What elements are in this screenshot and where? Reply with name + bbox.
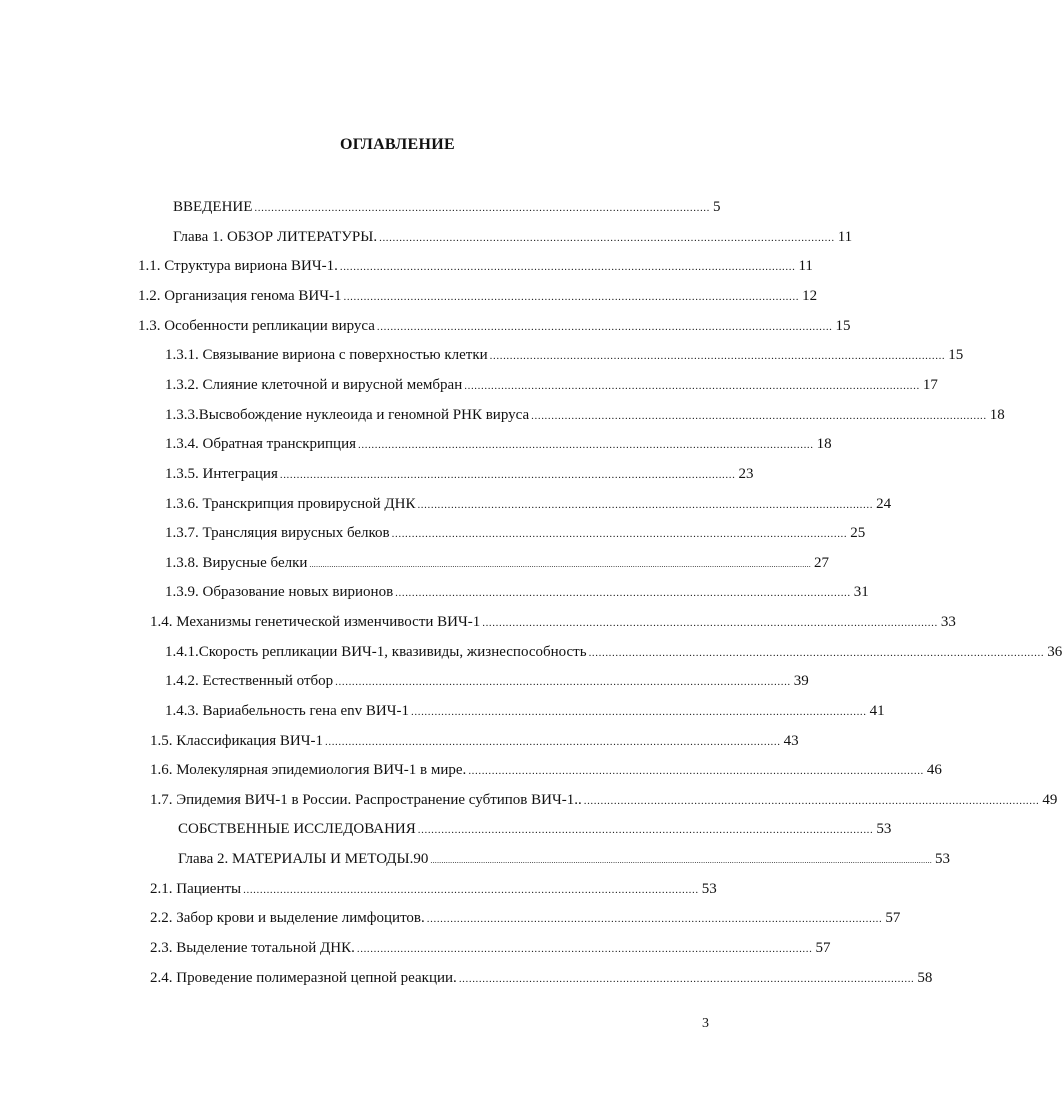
dot-leader: ........................................................................................................................................	[343, 291, 800, 303]
toc-entry	[138, 286, 818, 307]
toc-entry-text: 1.4.2. Естественный отбор	[165, 673, 334, 689]
toc-entry	[173, 197, 721, 218]
dot-leader: ........................................................................................................................................	[395, 587, 851, 599]
toc-entry-page: 46	[926, 762, 942, 778]
toc-entry-page: 17	[922, 377, 938, 393]
toc-entry	[150, 879, 717, 900]
toc-entry-page: 58	[917, 970, 933, 986]
dot-leader: ........................................................................................................................................	[426, 913, 883, 925]
toc-entry	[165, 345, 964, 366]
toc-entry-page: 53	[934, 851, 950, 867]
dot-leader: ....................................................................................................................................................................................................................................	[430, 856, 932, 865]
toc-entry-text: 1.3. Особенности репликации вируса	[138, 318, 375, 334]
toc-entry-text: 1.3.8. Вирусные белки	[165, 555, 308, 571]
toc-entry-text: 1.3.2. Слияние клеточной и вирусной мембран	[165, 377, 463, 393]
toc-entry	[150, 790, 1058, 811]
dot-leader: ........................................................................................................................................	[588, 647, 1045, 659]
dot-leader: ........................................................................................................................................	[376, 321, 833, 333]
toc-entry-page: 36	[1047, 644, 1062, 660]
dot-leader: ........................................................................................................................................	[411, 706, 867, 718]
toc-entry	[165, 464, 754, 485]
toc-entry	[165, 701, 885, 722]
dot-leader: ........................................................................................................................................	[458, 973, 915, 985]
toc-entry	[165, 582, 869, 603]
toc-entry-text: 1.4.1.Скорость репликации ВИЧ-1, квазивиды, жизнеспособность	[165, 644, 587, 660]
toc-entry	[173, 227, 853, 248]
toc-entry-page: 12	[802, 288, 818, 304]
toc-entry-text: 1.3.5. Интеграция	[165, 466, 278, 482]
toc-entry-text: 1.6. Молекулярная эпидемиология ВИЧ-1 в мире.	[150, 762, 467, 778]
toc-entry	[165, 553, 830, 575]
toc-entry-text: 1.3.4. Обратная транскрипция	[165, 436, 357, 452]
toc-entry	[165, 494, 892, 515]
toc-entry	[150, 731, 799, 752]
dot-leader: ........................................................................................................................................	[243, 884, 699, 896]
toc-entry	[150, 760, 942, 781]
toc-entry-text: Глава 2. МАТЕРИАЛЫ И МЕТОДЫ.90	[178, 851, 429, 867]
toc-entry-page: 57	[815, 940, 831, 956]
toc-entry	[150, 938, 831, 959]
toc-entry	[178, 849, 950, 871]
toc-entry-text: 2.2. Забор крови и выделение лимфоцитов.	[150, 910, 425, 926]
dot-leader: ........................................................................................................................................	[531, 410, 987, 422]
dot-leader: ....................................................................................................................................................................................................................................	[309, 560, 812, 569]
toc-entry-page: 11	[837, 229, 853, 245]
toc-entry-text: 1.4. Механизмы генетической изменчивости ВИЧ-1	[150, 614, 481, 630]
toc-entry-page: 24	[876, 496, 892, 512]
dot-leader: ........................................................................................................................................	[417, 824, 874, 836]
toc-entry-text: ВВЕДЕНИЕ	[173, 199, 253, 215]
toc-entry-page: 25	[850, 525, 866, 541]
dot-leader: ........................................................................................................................................	[358, 439, 814, 451]
toc-entry-text: Глава 1. ОБЗОР ЛИТЕРАТУРЫ.	[173, 229, 378, 245]
dot-leader: ........................................................................................................................................	[379, 232, 835, 244]
toc-entry-page: 49	[1042, 792, 1058, 808]
toc-entry	[138, 256, 813, 277]
toc-entry-page: 15	[835, 318, 851, 334]
toc-entry	[150, 968, 933, 989]
toc-entry-page: 27	[814, 555, 830, 571]
toc-entry	[150, 612, 956, 633]
dot-leader: ........................................................................................................................................	[482, 617, 938, 629]
toc-entry	[165, 375, 938, 396]
dot-leader: ........................................................................................................................................	[339, 261, 796, 273]
dot-leader: ........................................................................................................................................	[279, 469, 736, 481]
dot-leader: ........................................................................................................................................	[325, 736, 781, 748]
toc-entry-text: 1.3.3.Высвобождение нуклеоида и геномной РНК вируса	[165, 407, 530, 423]
dot-leader: ........................................................................................................................................	[417, 499, 874, 511]
document-title: ОГЛАВЛЕНИЕ	[340, 136, 455, 153]
page-number: 3	[702, 1016, 709, 1031]
toc-entry-text: 2.4. Проведение полимеразной цепной реакции.	[150, 970, 457, 986]
dot-leader: ........................................................................................................................................	[335, 676, 791, 688]
toc-entry-page: 33	[940, 614, 956, 630]
toc-entry-page: 53	[701, 881, 717, 897]
toc-entry-page: 57	[885, 910, 901, 926]
toc-entry	[165, 434, 832, 455]
toc-entry-text: 2.3. Выделение тотальной ДНК.	[150, 940, 355, 956]
dot-leader: ........................................................................................................................................	[583, 795, 1040, 807]
toc-entry-page: 18	[816, 436, 832, 452]
toc-entry-page: 43	[783, 733, 799, 749]
toc-entry-page: 5	[713, 199, 721, 215]
toc-entry-text: 1.4.3. Вариабельность гена env ВИЧ-1	[165, 703, 410, 719]
toc-entry	[165, 642, 1062, 663]
dot-leader: ........................................................................................................................................	[489, 350, 946, 362]
dot-leader: ........................................................................................................................................	[464, 380, 920, 392]
toc-entry-page: 23	[738, 466, 754, 482]
toc-entry	[165, 523, 866, 544]
toc-entry-text: 1.3.1. Связывание вириона с поверхностью клетки	[165, 347, 488, 363]
dot-leader: ........................................................................................................................................	[356, 943, 813, 955]
toc-entry	[165, 671, 809, 692]
toc-entry-page: 53	[876, 821, 892, 837]
toc-entry-text: 1.5. Классификация ВИЧ-1	[150, 733, 323, 749]
dot-leader: ........................................................................................................................................	[391, 528, 848, 540]
toc-entry-text: 1.2. Организация генома ВИЧ-1	[138, 288, 342, 304]
toc-entry-page: 39	[793, 673, 809, 689]
toc-entry-text: 1.3.9. Образование новых вирионов	[165, 584, 394, 600]
toc-entry	[178, 819, 892, 840]
toc-entry-text: 1.1. Структура вириона ВИЧ-1.	[138, 258, 338, 274]
toc-entry-text: 1.7. Эпидемия ВИЧ-1 в России. Распространение субтипов ВИЧ-1..	[150, 792, 582, 808]
toc-entry	[138, 316, 851, 337]
toc-entry-page: 11	[798, 258, 813, 274]
dot-leader: ........................................................................................................................................	[254, 202, 711, 214]
toc-entry-page: 31	[853, 584, 869, 600]
toc-entry-text: 1.3.7. Трансляция вирусных белков	[165, 525, 390, 541]
toc-entry-text: 2.1. Пациенты	[150, 881, 242, 897]
toc-entry	[150, 908, 901, 929]
toc-entry-page: 15	[948, 347, 964, 363]
dot-leader: ........................................................................................................................................	[468, 765, 924, 777]
toc-entry-page: 41	[869, 703, 885, 719]
toc-entry-page: 18	[989, 407, 1005, 423]
toc-entry	[165, 405, 1005, 426]
toc-entry-text: 1.3.6. Транскрипция провирусной ДНК	[165, 496, 416, 512]
toc-entry-text: СОБСТВЕННЫЕ ИССЛЕДОВАНИЯ	[178, 821, 416, 837]
